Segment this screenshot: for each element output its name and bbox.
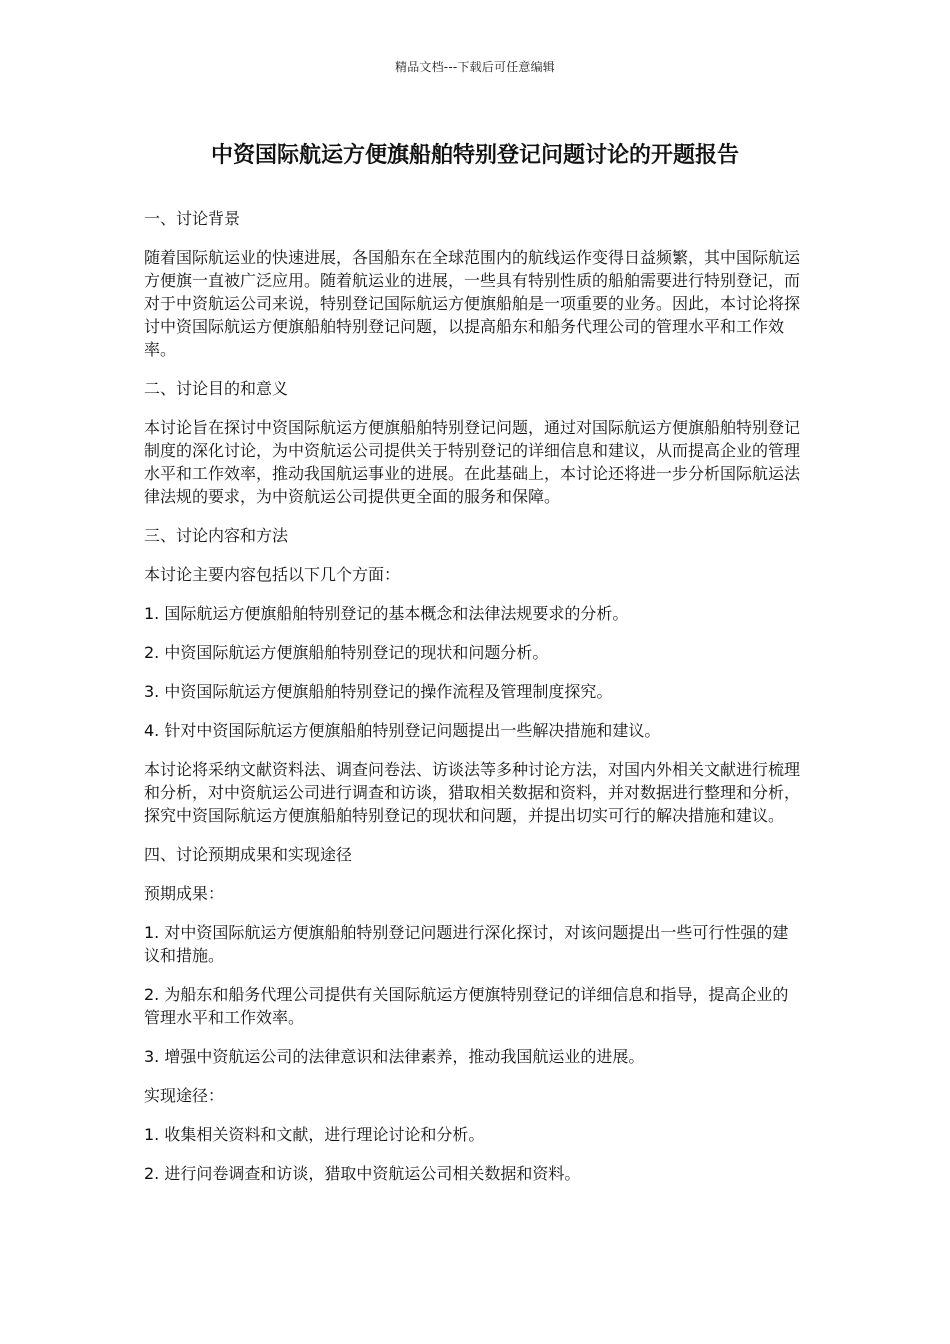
list-item: 1. 收集相关资料和文献，进行理论讨论和分析。 (144, 1125, 485, 1144)
section-2-body: 本讨论旨在探讨中资国际航运方便旗船舶特别登记问题，通过对国际航运方便旗船舶特别登记制度的深化讨论，为中资航运公司提供关于特别登记的详细信息和建议，从而提高企业的管理水平和工作效率，推动我国航运事业的进展。在此基础上，本讨论还将进一步分析国际航运法律法规的要求，为中资航运公司提供更全面的服务和保障。 (144, 418, 801, 506)
section-1-heading: 一、讨论背景 (144, 209, 241, 228)
list-item: 3. 中资国际航运方便旗船舶特别登记的操作流程及管理制度探究。 (144, 682, 613, 701)
list-item: 2. 为船东和船务代理公司提供有关国际航运方便旗特别登记的详细信息和指导，提高企业的管理水平和工作效率。 (144, 985, 789, 1027)
section-3-intro: 本讨论主要内容包括以下几个方面： (144, 565, 401, 584)
section-3-heading: 三、讨论内容和方法 (144, 526, 289, 545)
header-note: 精品文档---下载后可任意编辑 (395, 60, 555, 74)
list-item: 1. 对中资国际航运方便旗船舶特别登记问题进行深化探讨，对该问题提出一些可行性强的建议和措施。 (144, 923, 789, 965)
list-item: 2. 进行问卷调查和访谈，猎取中资航运公司相关数据和资料。 (144, 1164, 581, 1183)
list-item: 2. 中资国际航运方便旗船舶特别登记的现状和问题分析。 (144, 643, 549, 662)
list-item: 1. 国际航运方便旗船舶特别登记的基本概念和法律法规要求的分析。 (144, 604, 629, 623)
list-item: 3. 增强中资航运公司的法律意识和法律素养，推动我国航运业的进展。 (144, 1047, 645, 1066)
section-4-heading: 四、讨论预期成果和实现途径 (144, 845, 353, 864)
section-3-method: 本讨论将采纳文献资料法、调查问卷法、访谈法等多种讨论方法，对国内外相关文献进行梳理和分析，对中资航运公司进行调查和访谈，猎取相关数据和资料，并对数据进行整理和分析，探究中资国际航运方便旗船舶特别登记的现状和问题，并提出切实可行的解决措施和建议。 (144, 760, 801, 825)
expected-results-label: 预期成果： (144, 884, 225, 903)
implementation-path-label: 实现途径： (144, 1086, 225, 1105)
section-1-body: 随着国际航运业的快速进展，各国船东在全球范围内的航线运作变得日益频繁，其中国际航运方便旗一直被广泛应用。随着航运业的进展，一些具有特别性质的船舶需要进行特别登记，而对于中资航运公司来说，特别登记国际航运方便旗船舶是一项重要的业务。因此，本讨论将探讨中资国际航运方便旗船舶特别登记问题，以提高船东和船务代理公司的管理水平和工作效率。 (144, 248, 801, 359)
document-title: 中资国际航运方便旗船舶特别登记问题讨论的开题报告 (210, 143, 739, 168)
section-2-heading: 二、讨论目的和意义 (144, 379, 289, 398)
document-body (144, 207, 804, 1201)
list-item: 4. 针对中资国际航运方便旗船舶特别登记问题提出一些解决措施和建议。 (144, 721, 661, 740)
